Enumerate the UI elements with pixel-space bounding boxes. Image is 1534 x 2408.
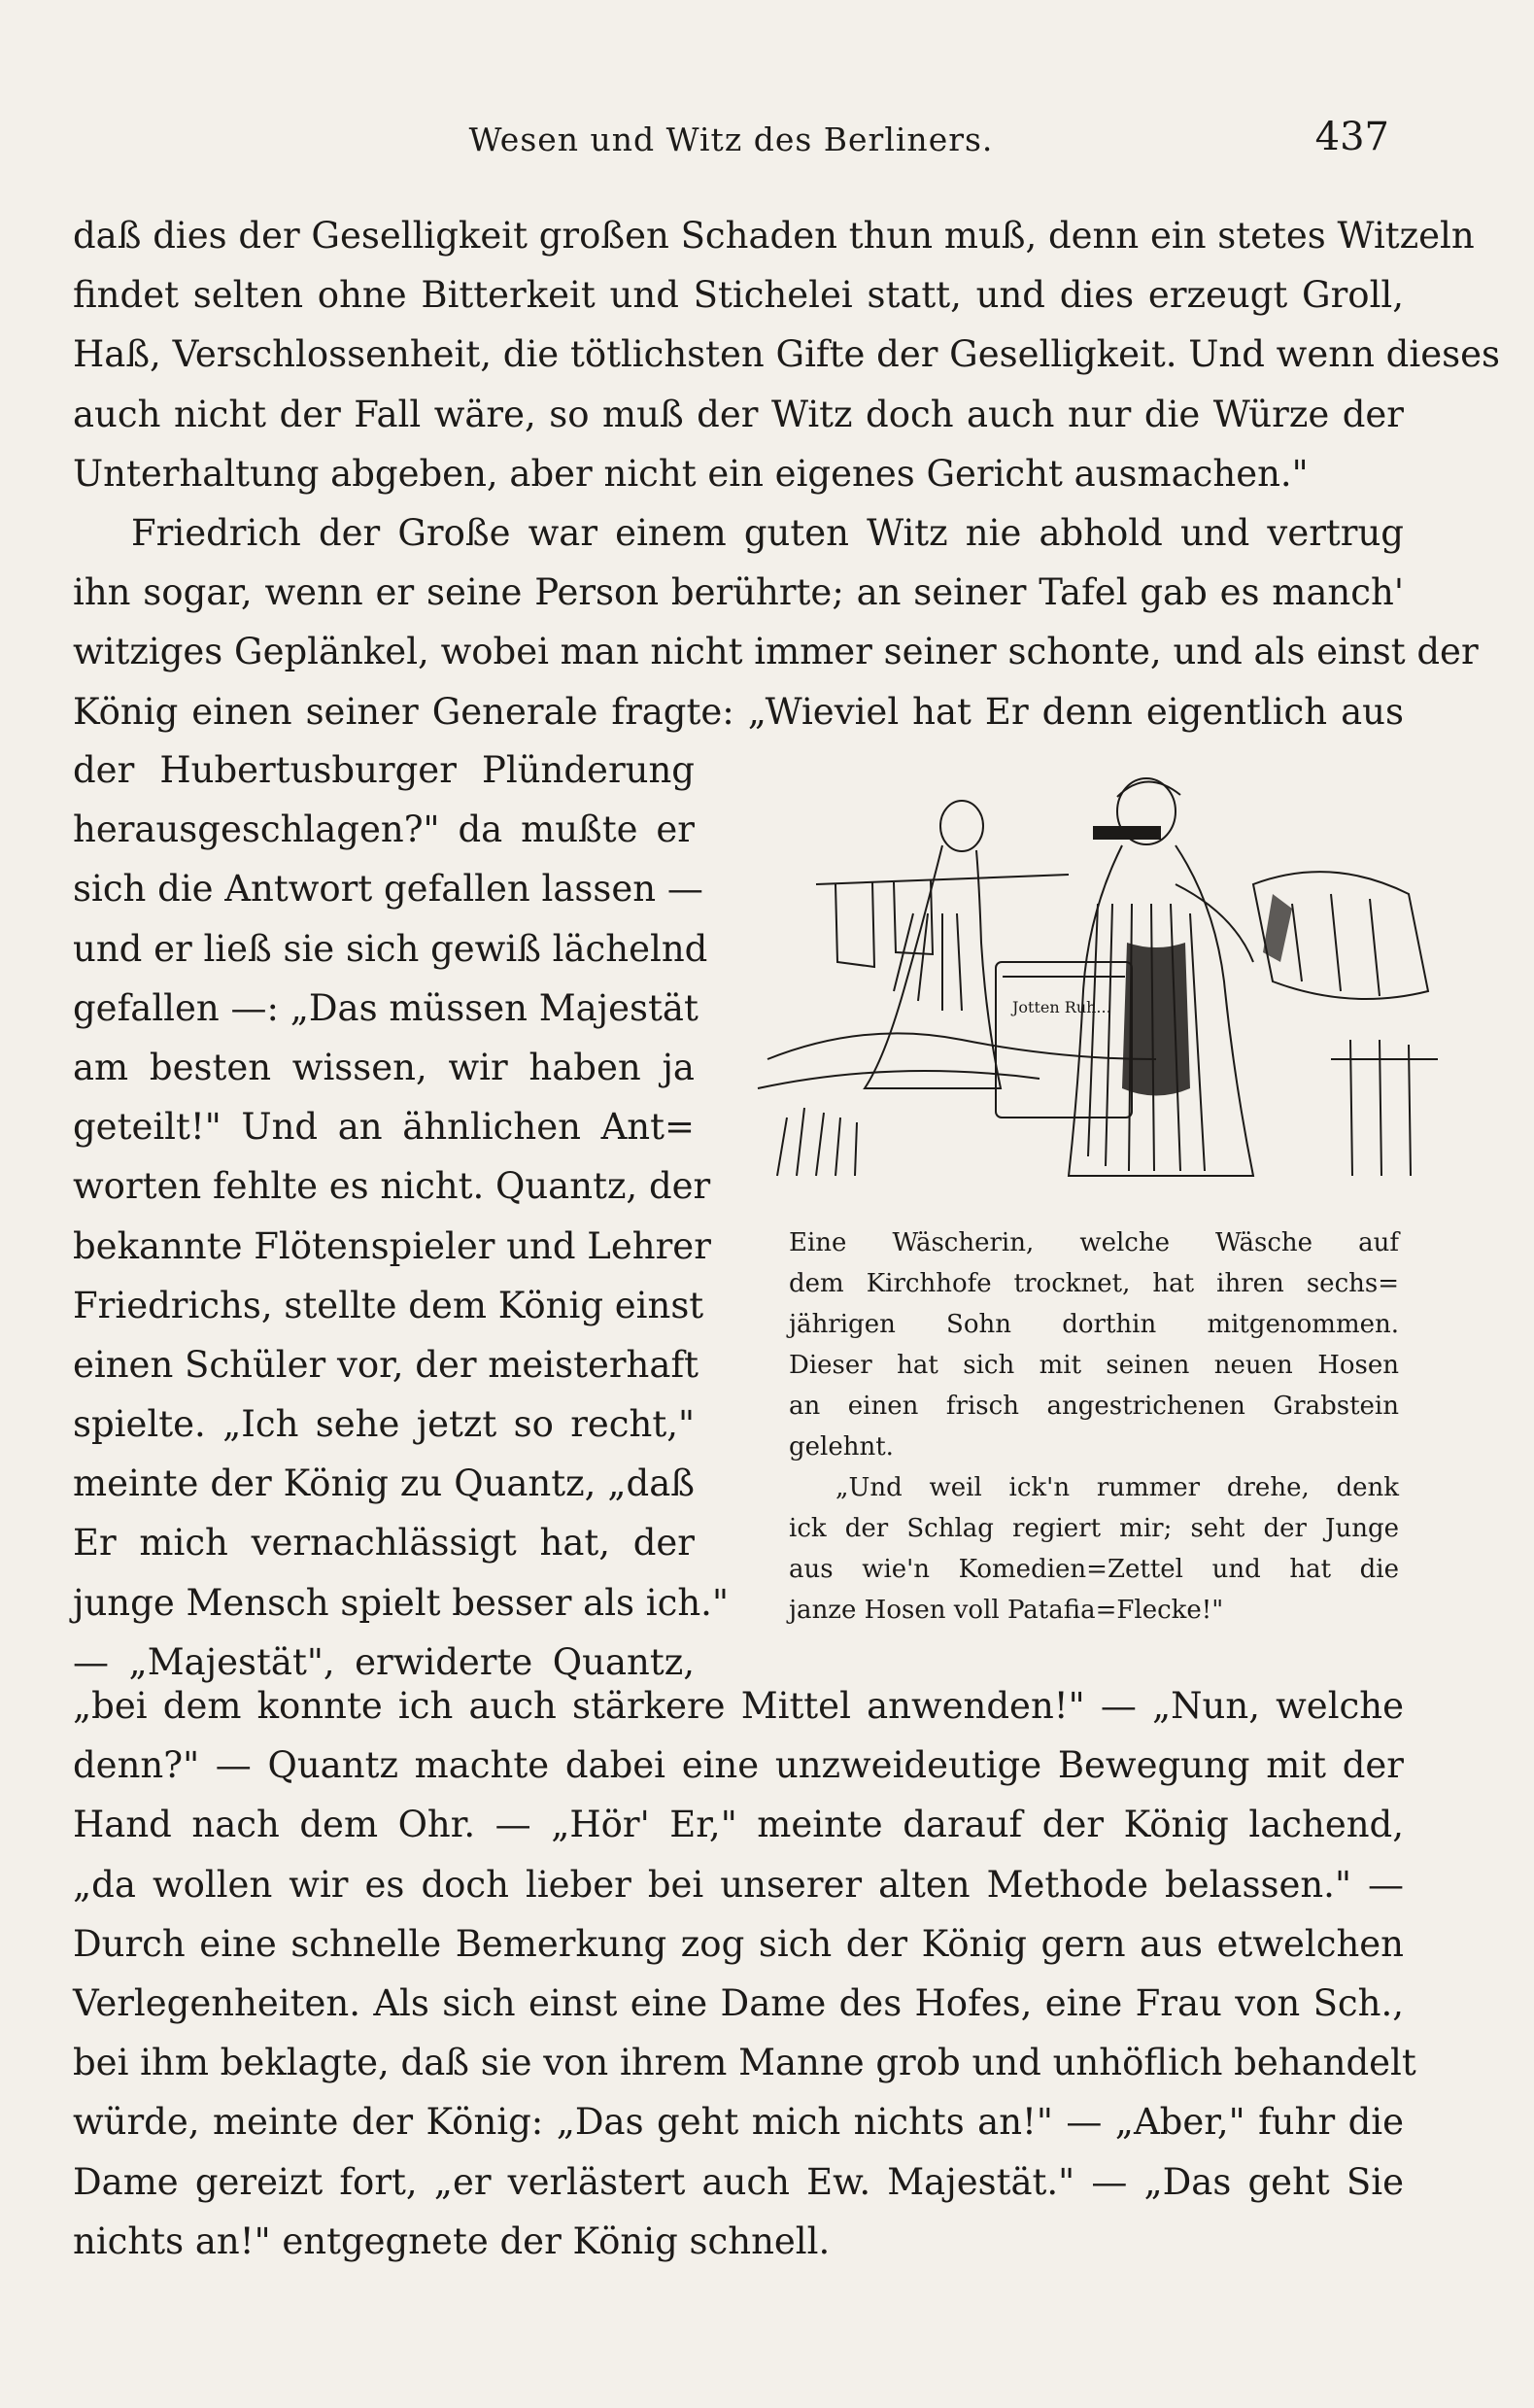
text-line: Haß, Verschlossenheit, die tötlichsten Gifte der Geselligkeit. Und wenn dieses bbox=[73, 333, 1500, 376]
caption-line: Dieser hat sich mit seinen neuen Hosen bbox=[789, 1351, 1399, 1380]
caption-line: an einen frisch angestrichenen Grabstein bbox=[789, 1392, 1399, 1421]
text-line: — „Majestät", erwiderte Quantz, bbox=[73, 1640, 695, 1683]
illustration-washerwoman bbox=[748, 768, 1448, 1205]
text-line: bei ihm beklagte, daß sie von ihrem Manne grob und unhöflich behandelt bbox=[73, 2042, 1416, 2084]
text-line: Unterhaltung abgeben, aber nicht ein eigenes Gericht ausmachen." bbox=[73, 452, 1309, 495]
text-line: würde, meinte der König: „Das geht mich nichts an!" — „Aber," fuhr die bbox=[73, 2101, 1404, 2144]
illustration-drawing bbox=[748, 768, 1448, 1205]
text-line: gefallen —: „Das müssen Majestät bbox=[73, 986, 699, 1029]
text-line: geteilt!" Und an ähnlichen Ant= bbox=[73, 1106, 695, 1149]
text-line: daß dies der Geselligkeit großen Schaden thun muß, denn ein stetes Witzeln bbox=[73, 215, 1475, 257]
text-line: Hand nach dem Ohr. — „Hör' Er," meinte darauf der König lachend, bbox=[73, 1804, 1404, 1846]
text-line: König einen seiner Generale fragte: „Wieviel hat Er denn eigentlich aus bbox=[73, 690, 1404, 733]
caption-line: gelehnt. bbox=[789, 1432, 894, 1462]
caption-line: dem Kirchhofe trocknet, hat ihren sechs= bbox=[789, 1269, 1399, 1298]
figure-caption bbox=[789, 1222, 1399, 1631]
text-line: spielte. „Ich sehe jetzt so recht," bbox=[73, 1403, 695, 1446]
running-title: Wesen und Witz des Berliners. bbox=[468, 120, 994, 158]
gravestone-inscription: Jotten Ruh... bbox=[1012, 998, 1111, 1016]
paragraph-bottom bbox=[73, 1676, 1416, 2271]
text-line: „bei dem konnte ich auch stärkere Mittel anwenden!" — „Nun, welche bbox=[73, 1685, 1404, 1727]
text-line: am besten wissen, wir haben ja bbox=[73, 1046, 695, 1088]
text-line: sich die Antwort gefallen lassen — bbox=[73, 868, 703, 911]
text-line: Friedrich der Große war einem guten Witz nie abhold und vertrug bbox=[131, 511, 1404, 554]
caption-line: janze Hosen voll Patafia=Flecke!" bbox=[789, 1596, 1224, 1625]
text-line: und er ließ sie sich gewiß lächelnd bbox=[73, 927, 708, 970]
text-line: Friedrichs, stellte dem König einst bbox=[73, 1284, 704, 1326]
text-line: nichts an!" entgegnete der König schnell. bbox=[73, 2219, 831, 2262]
text-line: „da wollen wir es doch lieber bei unserer alten Methode belassen." — bbox=[73, 1863, 1404, 1906]
text-line: Durch eine schnelle Bemerkung zog sich der König gern aus etwelchen bbox=[73, 1922, 1404, 1965]
caption-line: Eine Wäscherin, welche Wäsche auf bbox=[789, 1228, 1399, 1257]
text-line: ihn sogar, wenn er seine Person berührte; an seiner Tafel gab es manch' bbox=[73, 571, 1404, 614]
text-line: worten fehlte es nicht. Quantz, der bbox=[73, 1165, 711, 1208]
paragraph-top bbox=[73, 206, 1500, 741]
page-header bbox=[73, 115, 1389, 173]
caption-line: jährigen Sohn dorthin mitgenommen. bbox=[789, 1310, 1399, 1339]
page-number: 437 bbox=[1314, 115, 1389, 159]
caption-line: ick der Schlag regiert mir; seht der Junge bbox=[789, 1514, 1399, 1543]
text-line: Verlegenheiten. Als sich einst eine Dame des Hofes, eine Frau von Sch., bbox=[73, 1981, 1404, 2024]
caption-line: „Und weil ick'n rummer drehe, denk bbox=[835, 1473, 1399, 1502]
paragraph-narrow-column bbox=[73, 740, 729, 1692]
text-line: Er mich vernachlässigt hat, der bbox=[73, 1522, 695, 1565]
text-line: Dame gereizt fort, „er verlästert auch Ew. Majestät." — „Das geht Sie bbox=[73, 2160, 1404, 2203]
caption-line: aus wie'n Komedien=Zettel und hat die bbox=[789, 1555, 1399, 1584]
text-line: meinte der König zu Quantz, „daß bbox=[73, 1462, 695, 1505]
text-line: witziges Geplänkel, wobei man nicht immer seiner schonte, und als einst der bbox=[73, 631, 1479, 673]
text-line: der Hubertusburger Plünderung bbox=[73, 749, 695, 791]
text-line: denn?" — Quantz machte dabei eine unzweideutige Bewegung mit der bbox=[73, 1744, 1404, 1787]
text-line: junge Mensch spielt besser als ich." bbox=[73, 1581, 729, 1624]
text-line: findet selten ohne Bitterkeit und Stichelei statt, und dies erzeugt Groll, bbox=[73, 274, 1404, 317]
text-line: herausgeschlagen?" da mußte er bbox=[73, 808, 695, 851]
text-line: einen Schüler vor, der meisterhaft bbox=[73, 1343, 699, 1386]
text-line: auch nicht der Fall wäre, so muß der Witz doch auch nur die Würze der bbox=[73, 393, 1404, 435]
text-line: bekannte Flötenspieler und Lehrer bbox=[73, 1224, 711, 1267]
